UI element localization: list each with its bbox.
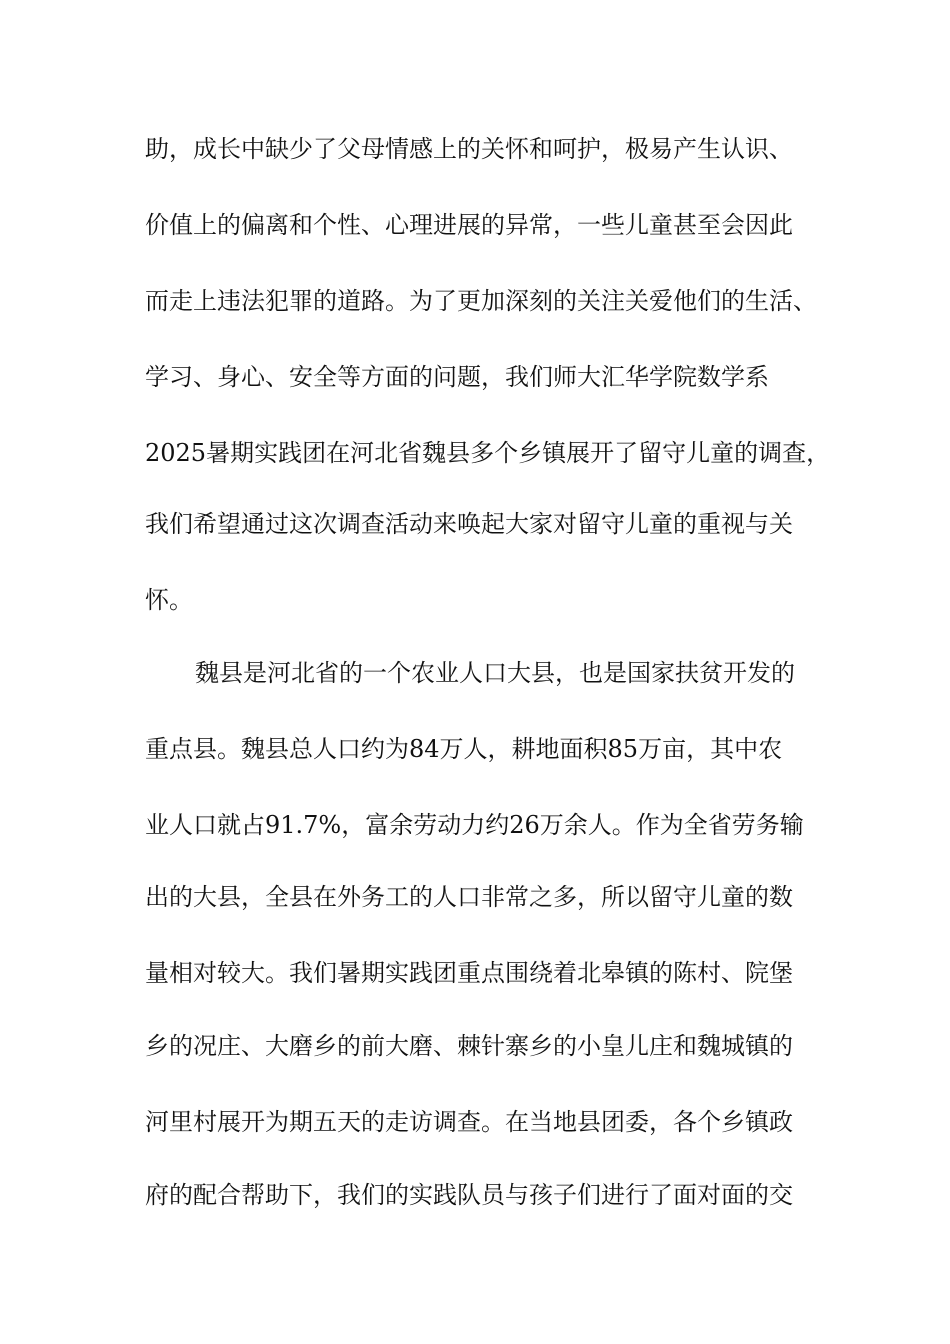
text-line: 府的配合帮助下，我们的实践队员与孩子们进行了面对面的交 (145, 1181, 793, 1209)
text-line: 而走上违法犯罪的道路。为了更加深刻的关注关爱他们的生活、 (145, 287, 817, 315)
text-line: 乡的况庄、大磨乡的前大磨、棘针寨乡的小皇儿庄和魏城镇的 (145, 1032, 793, 1060)
text-line: 怀。 (145, 586, 193, 614)
text-line: 价值上的偏离和个性、心理进展的异常，一些儿童甚至会因此 (145, 211, 793, 239)
text-line: 量相对较大。我们暑期实践团重点围绕着北皋镇的陈村、院堡 (145, 959, 793, 987)
text-line: 重点县。魏县总人口约为84万人，耕地面积85万亩，其中农 (145, 735, 783, 763)
text-line: 出的大县，全县在外务工的人口非常之多，所以留守儿童的数 (145, 883, 793, 911)
text-line: 河里村展开为期五天的走访调查。在当地县团委，各个乡镇政 (145, 1108, 793, 1136)
text-line: 业人口就占91.7%，富余劳动力约26万余人。作为全省劳务输 (145, 811, 804, 839)
text-line: 2025暑期实践团在河北省魏县多个乡镇展开了留守儿童的调查， (145, 439, 831, 467)
paragraph-first-line: 魏县是河北省的一个农业人口大县，也是国家扶贫开发的 (195, 659, 795, 687)
text-line: 我们希望通过这次调查活动来唤起大家对留守儿童的重视与关 (145, 510, 793, 538)
text-line: 助，成长中缺少了父母情感上的关怀和呵护，极易产生认识、 (145, 135, 793, 163)
text-line: 学习、身心、安全等方面的问题，我们师大汇华学院数学系 (145, 363, 769, 391)
